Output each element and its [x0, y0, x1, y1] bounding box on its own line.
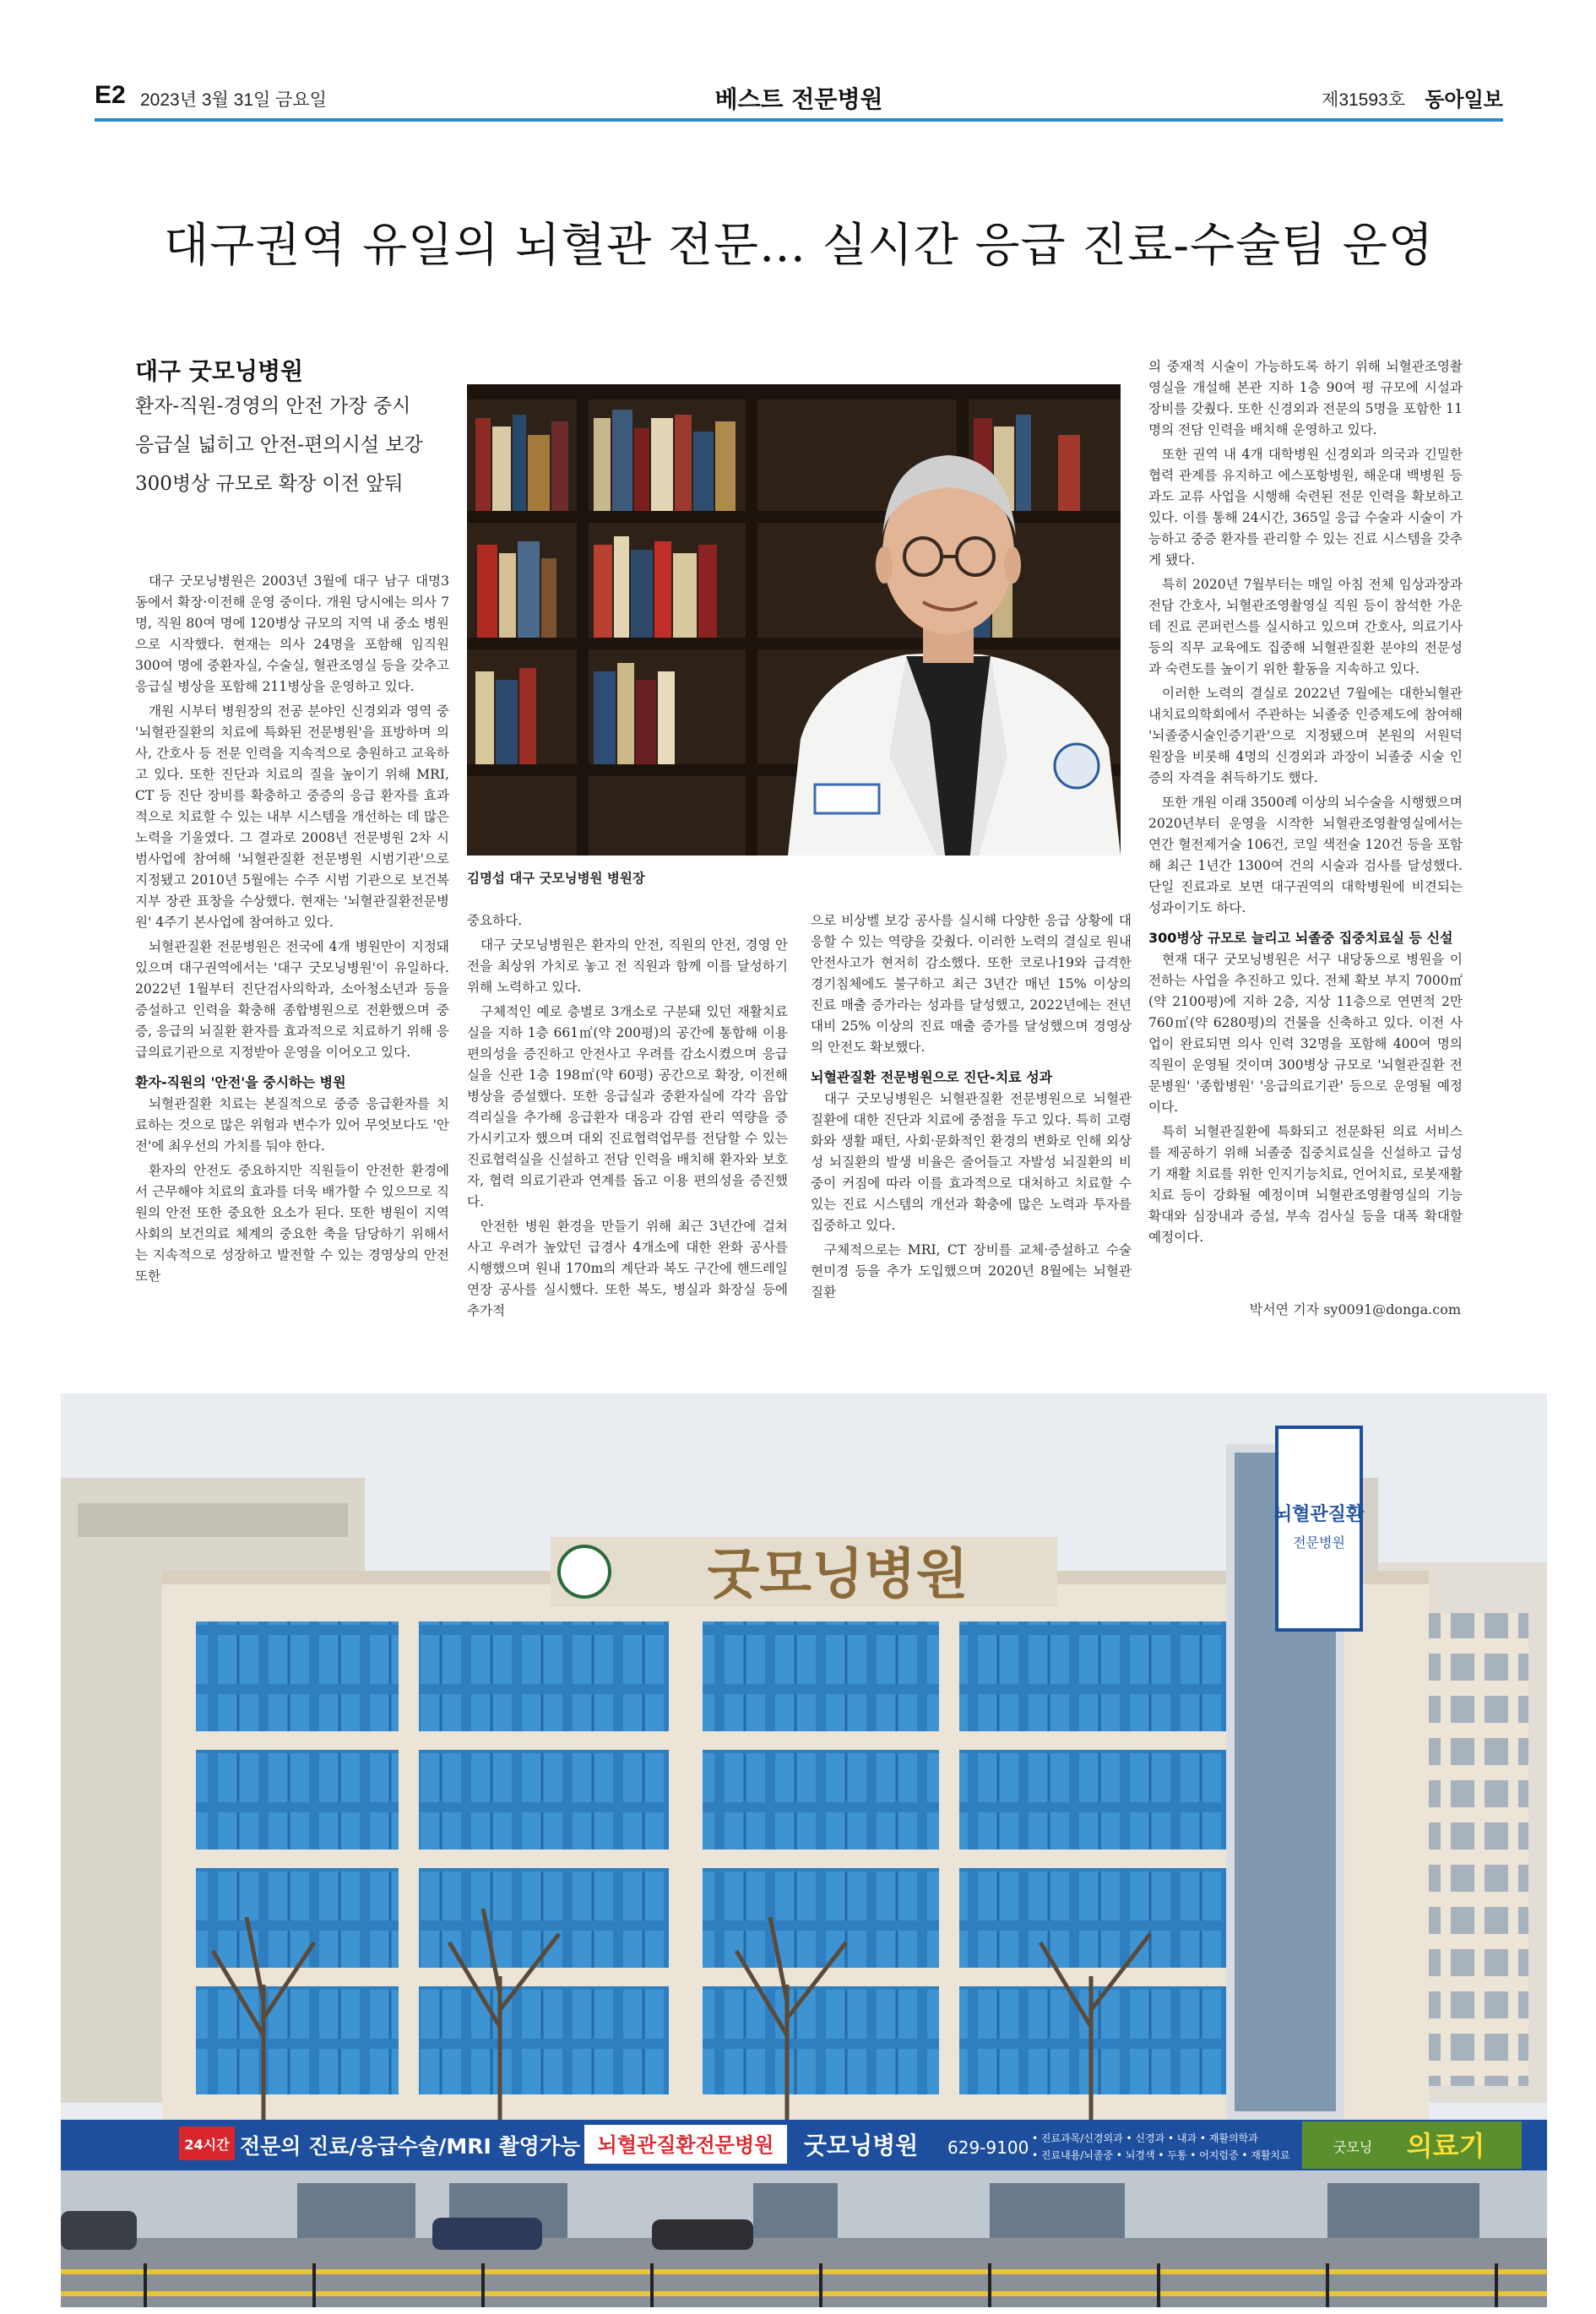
section-heading: 환자-직원의 '안전'을 중시하는 병원	[135, 1074, 346, 1090]
article-column-1	[135, 571, 449, 1290]
section-heading: 뇌혈관질환 전문병원으로 진단-치료 성과	[811, 1069, 1053, 1085]
banner-left-tag: 24시간	[184, 2137, 230, 2153]
article-column-2	[467, 910, 788, 1325]
banner-phone: 629-9100	[947, 2137, 1029, 2158]
headline: 대구권역 유일의 뇌혈관 전문… 실시간 응급 진료-수술팀 운영	[163, 218, 1435, 272]
side-sign-small: 전문병원	[1293, 1535, 1345, 1551]
paragraph: 대구 굿모닝병원은 환자의 안전, 직원의 안전, 경영 안전을 최상위 가치로 놓고 전 직원과 함께 이를 달성하기 위해 노력하고 있다.	[467, 937, 788, 995]
side-sign: 뇌혈관질환	[1273, 1504, 1365, 1525]
paragraph: 또한 권역 내 4개 대학병원 신경외과 의국과 긴밀한 협력 관계를 유지하고 에스포항병원, 해운대 백병원 등과도 교류 사업을 시행해 숙련된 전문 인력을 확보하고 있다. 이를 통해 24시간, 365일 응급 수술과 시술이 가능하고 중증 환자를 관리할 수 있는 진료 시스템을 갖추게 됐다.	[1148, 447, 1463, 568]
issue-number: 제31593호	[1322, 90, 1405, 110]
store-sign: 의료기	[1406, 2130, 1485, 2162]
paragraph: 대구 굿모닝병원은 2003년 3월에 대구 남구 대명3동에서 확장·이전해 운영 중이다. 개원 당시에는 의사 7명, 직원 80여 명에 120병상 규모의 지역 내 중소 병원으로 시작했다. 현재는 의사 24명을 포함해 임직원 300여 명에 중환자실, 수술실, 혈관조영실 등을 갖추고 응급실 병상을 포함해 211병상을 운영하고 있다.	[135, 573, 449, 694]
paragraph: 대구 굿모닝병원은 뇌혈관질환 전문병원으로 뇌혈관질환에 대한 진단과 치료에 중점을 두고 있다. 특히 고령화와 생활 패턴, 사회·문화적인 환경의 변화로 인해 외상성 뇌질환의 발생 비율은 줄어들고 자발성 뇌질환의 비중이 커짐에 따라 이를 효과적으로 대처하고 치료할 수 있는 진료 시스템의 개선과 확충에 많은 노력과 투자를 집중하고 있다.	[811, 1091, 1132, 1233]
paragraph: 구체적으로는 MRI, CT 장비를 교체·증설하고 수술 현미경 등을 추가 도입했으며 2020년 8월에는 뇌혈관질환	[811, 1242, 1132, 1300]
header-rule	[95, 118, 1503, 122]
paragraph: 특히 2020년 7월부터는 매일 아침 전체 임상과장과 전담 간호사, 뇌혈관조영촬영실 직원 등이 참석한 가운데 진료 콘퍼런스를 실시하고 있으며 간호사, 의료기사 등의 직무 교육에도 집중해 뇌혈관질환 분야의 전문성과 숙련도를 높이기 위한 활동을 지속하고 있다.	[1148, 577, 1463, 676]
paragraph: 뇌혈관질환 전문병원은 전국에 4개 병원만이 지정돼 있으며 대구권역에서는 '대구 굿모닝병원'이 유일하다. 2022년 1월부터 진단검사의학과, 소아청소년과 등을 증설하고 인력을 확충해 종합병원으로 전환했으며 중증, 응급의 뇌질환 환자를 효과적으로 치료하기 위해 응급의료기관으로 지정받아 운영을 이어오고 있다.	[135, 939, 449, 1060]
page-number: E2	[95, 81, 126, 109]
paragraph: 중요하다.	[467, 913, 523, 928]
banner-red-text: 뇌혈관질환전문병원	[597, 2133, 774, 2157]
banner-left-text: 전문의 진료/응급수술/MRI 촬영가능	[240, 2134, 581, 2159]
paragraph: 구체적인 예로 층별로 3개소로 구분돼 있던 재활치료실을 지하 1층 661㎡(약 200평)의 공간에 통합해 이용 편의성을 증진하고 안전사고 우려를 감소시켰으며 응급실을 신관 1층 198㎡(약 60평) 공간으로 확장, 이전해 병상을 증설했다. 또한 응급실과 중환자실에 각각 음압격리실을 추가해 응급환자 대응과 감염 관리 역량을 증가시키고자 했으며 대외 진료협력업무를 전담할 수 있는 진료협력실을 신설하고 전담 인력을 배치해 환자와 보호자, 협력 의료기관과 연계를 돕고 이용 편의성을 증진했다.	[467, 1004, 788, 1209]
section-heading: 300병상 규모로 늘리고 뇌졸중 집중치료실 등 신설	[1148, 930, 1453, 946]
byline: 박서연 기자 sy0091@donga.com	[1249, 1301, 1461, 1317]
paragraph: 이러한 노력의 결실로 2022년 7월에는 대한뇌혈관내치료의학회에서 주관하는 뇌졸중 인증제도에 참여해 '뇌졸중시술인증기관'으로 지정됐으며 본원의 서원덕 원장을 비롯해 4명의 신경외과 과장이 뇌졸중 시술 인증의 자격을 취득하기도 했다.	[1148, 686, 1463, 785]
article-column-4	[1148, 356, 1463, 1252]
newspaper-name: 동아일보	[1425, 87, 1503, 111]
paragraph: 환자의 안전도 중요하지만 직원들이 안전한 환경에서 근무해야 치료의 효과를 더욱 배가할 수 있으므로 직원의 안전 또한 중요한 요소가 된다. 또한 병원이 지역사회의 보건의료 체계의 중요한 축을 담당하기 위해서는 지속적으로 성장하고 발전할 수 있는 경영상의 안전 또한	[135, 1163, 449, 1284]
banner-hospital-name: 굿모닝병원	[804, 2132, 919, 2159]
paragraph: 또한 개원 이래 3500례 이상의 뇌수술을 시행했으며 2020년부터 운영을 시작한 뇌혈관조영촬영실에서는 연간 혈전제거술 106건, 코일 색전술 120건 등을 포함해 최근 1년간 1300여 건의 시술과 검사를 달성했다. 단일 진료과로 보면 대구권역의 대학병원에 비견되는 성과이기도 하다.	[1148, 795, 1463, 915]
store-sign-small: 굿모닝	[1333, 2139, 1373, 2155]
paragraph: 의 중재적 시술이 가능하도록 하기 위해 뇌혈관조영촬영실을 개설해 본관 지하 1층 90여 평 규모에 시설과 장비를 갖췄다. 또한 신경외과 전문의 5명을 포함한 11명의 전담 인력을 배치해 운영하고 있다.	[1148, 359, 1463, 437]
subhead-3: 300병상 규모로 확장 이전 앞둬	[135, 473, 404, 495]
banner-departments-2: • 진료내용/뇌졸중 • 뇌경색 • 두통 • 어지럼증 • 재활치료	[1032, 2149, 1290, 2161]
paragraph: 안전한 병원 환경을 만들기 위해 최근 3년간에 걸쳐 사고 우려가 높았던 급경사 4개소에 대한 완화 공사를 시행했으며 원내 170m의 계단과 복도 구간에 핸드레일 연장 공사를 실시했다. 또한 복도, 병실과 화장실 등에 추가적	[467, 1219, 788, 1318]
hospital-building-photo	[61, 1393, 1547, 2307]
paragraph: 개원 시부터 병원장의 전공 분야인 신경외과 영역 중 '뇌혈관질환의 치료에 특화된 전문병원'을 표방하며 의사, 간호사 등 전문 인력을 지속적으로 충원하고 교육하고 있다. 또한 진단과 치료의 질을 높이기 위해 MRI, CT 등 진단 장비를 확충하고 중증의 응급 환자를 효과적으로 치료할 수 있는 내부 시스템을 개선하는 데 많은 노력을 기울였다. 그 결과로 2008년 전문병원 2차 시범사업에 참여해 '뇌혈관질환 전문병원 시범기관'으로 지정됐고 2010년 5월에는 수주 시범 기관으로 보건복지부 장관 표창을 수상했다. 현재는 '뇌혈관질환전문병원' 4주기 본사업에 참여하고 있다.	[135, 703, 449, 930]
article-column-3	[811, 910, 1132, 1306]
paragraph: 현재 대구 굿모닝병원은 서구 내당동으로 병원을 이전하는 사업을 추진하고 있다. 전체 확보 부지 7000㎡(약 2100평)에 지하 2층, 지상 11층으로 연면적 2만760㎡(약 6280평)의 건물을 신축하고 있다. 이전 사업이 완료되면 의사 인력 32명을 포함해 400여 명의 직원이 운영될 것이며 300병상 규모로 '뇌혈관질환 전문병원' '종합병원' '응급의료기관' 등으로 운영될 예정이다.	[1148, 952, 1463, 1115]
photo-caption: 김명섭 대구 굿모닝병원 병원장	[467, 871, 645, 886]
subhead-1: 환자-직원-경영의 안전 가장 중시	[135, 395, 411, 417]
banner-departments-1: • 진료과목/신경외과 • 신경과 • 내과 • 재활의학과	[1032, 2132, 1258, 2144]
paragraph: 특히 뇌혈관질환에 특화되고 전문화된 의료 서비스를 제공하기 위해 뇌졸중 집중치료실을 신설하고 급성기 재활 치료를 위한 인지기능치료, 언어치료, 로봇재활치료 등이 강화될 예정이며 뇌혈관조영촬영실의 기능 확대와 심장내과 증설, 부속 검사실 등을 대폭 확대할 예정이다.	[1148, 1124, 1463, 1245]
page-header	[95, 78, 1503, 117]
issue-date: 2023년 3월 31일 금요일	[140, 90, 327, 110]
section-title: 베스트 전문병원	[714, 85, 883, 113]
director-portrait-photo	[467, 384, 1121, 856]
kicker: 대구 굿모닝병원	[135, 357, 304, 385]
paragraph: 뇌혈관질환 치료는 본질적으로 중증 응급환자를 치료하는 것으로 많은 위험과 변수가 있어 무엇보다도 '안전'에 최우선의 가치를 둬야 한다.	[135, 1096, 449, 1154]
roof-sign: 굿모닝병원	[707, 1544, 969, 1606]
subhead-2: 응급실 넓히고 안전-편의시설 보강	[135, 434, 423, 456]
paragraph: 으로 비상벨 보강 공사를 실시해 다양한 응급 상황에 대응할 수 있는 역량을 갖췄다. 이러한 노력의 결실로 원내 안전사고가 현저히 감소했다. 또한 코로나19와 급격한 경기침체에도 불구하고 최근 3년간 매년 15% 이상의 진료 매출 증가라는 성과를 달성했고, 2022년에는 전년 대비 25% 이상의 진료 매출 증가를 달성했으며 경영상의 안전도 확보했다.	[811, 913, 1132, 1055]
